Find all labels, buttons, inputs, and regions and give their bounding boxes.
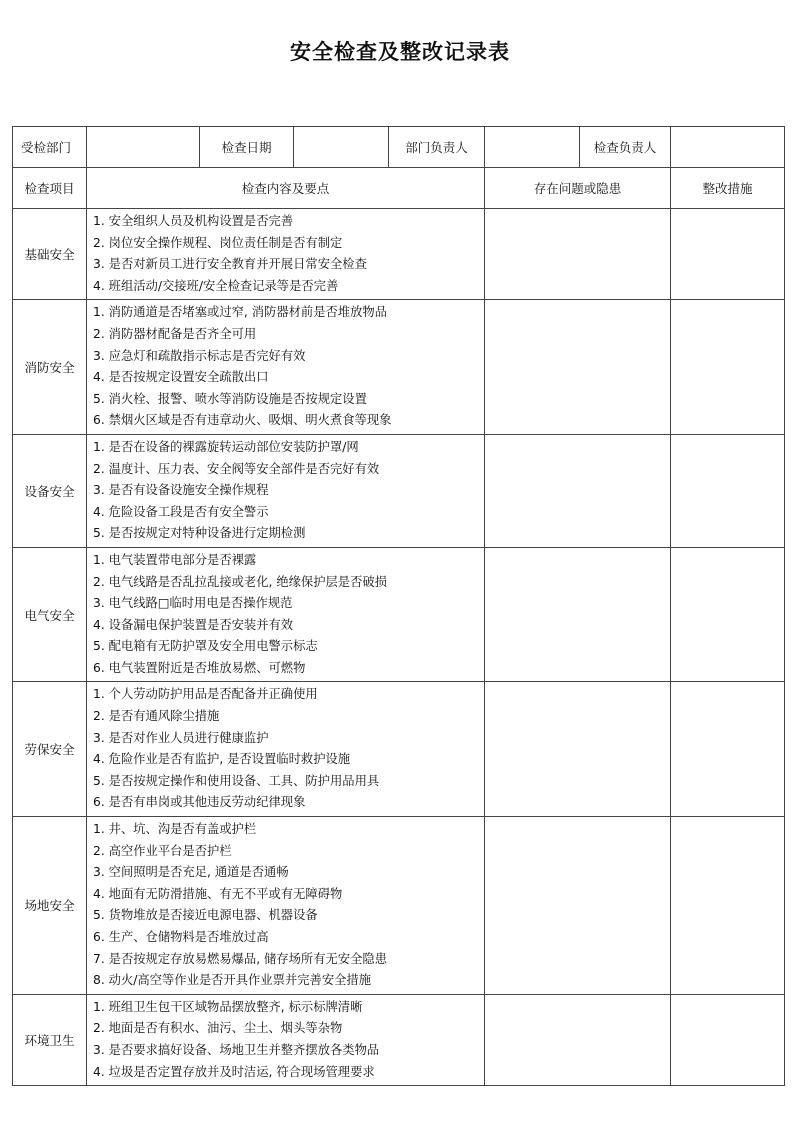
section-row: [13, 817, 785, 995]
measures-cell[interactable]: [671, 994, 785, 1085]
section-items: [87, 547, 485, 682]
check-item: 7. 是否按规定存放易燃易爆品, 储存场所有无安全隐患: [93, 951, 387, 966]
check-item: 4. 危险作业是否有监护, 是否设置临时救护设施: [93, 752, 351, 767]
check-item: 6. 电气装置附近是否堆放易燃、可燃物: [93, 660, 306, 675]
section-category: 劳保安全: [13, 682, 87, 817]
col-header-problems: 存在问题或隐患: [485, 168, 671, 209]
check-item: 3. 是否有设备设施安全操作规程: [93, 483, 269, 498]
check-item: 3. 空间照明是否充足, 通道是否通畅: [93, 865, 289, 880]
check-item: 3. 是否要求搞好设备、场地卫生并整齐摆放各类物品: [93, 1042, 380, 1057]
header-row: [13, 127, 785, 168]
check-item: 6. 生产、仓储物料是否堆放过高: [93, 930, 269, 944]
check-item: 5. 是否按规定操作和使用设备、工具、防护用品用具: [93, 773, 380, 788]
measures-cell[interactable]: [671, 209, 785, 300]
check-item: 3. 电气线路□临时用电是否操作规范: [93, 596, 293, 611]
measures-cell[interactable]: [671, 817, 785, 995]
col-header-content: 检查内容及要点: [87, 168, 485, 209]
check-item: 3. 是否对作业人员进行健康监护: [93, 730, 269, 745]
section-row: [13, 994, 785, 1085]
sections-body: [13, 209, 785, 1086]
section-row: [13, 300, 785, 435]
check-item: 2. 温度计、压力表、安全阀等安全部件是否完好有效: [93, 461, 380, 476]
check-item: 4. 危险设备工段是否有安全警示: [93, 504, 269, 519]
problems-cell[interactable]: [485, 300, 671, 435]
dept-label: 受检部门: [13, 127, 87, 168]
inspector-label: 检查负责人: [580, 127, 671, 168]
section-category: 设备安全: [13, 434, 87, 547]
col-header-item: 检查项目: [13, 168, 87, 209]
check-item: 4. 设备漏电保护装置是否安装并有效: [93, 617, 294, 632]
dept-head-label: 部门负责人: [389, 127, 485, 168]
problems-cell[interactable]: [485, 817, 671, 995]
check-item: 5. 货物堆放是否接近电源电器、机器设备: [93, 908, 318, 923]
check-item: 2. 消防器材配备是否齐全可用: [93, 326, 257, 341]
column-header-row: [13, 168, 785, 209]
date-label: 检查日期: [200, 127, 294, 168]
problems-cell[interactable]: [485, 994, 671, 1085]
check-item: 5. 配电箱有无防护罩及安全用电警示标志: [93, 639, 318, 654]
measures-cell[interactable]: [671, 547, 785, 682]
check-item: 4. 班组活动/交接班/安全检查记录等是否完善: [93, 278, 339, 293]
measures-cell[interactable]: [671, 682, 785, 817]
check-item: 2. 高空作业平台是否护栏: [93, 843, 232, 858]
problems-cell[interactable]: [485, 682, 671, 817]
section-category: 环境卫生: [13, 994, 87, 1085]
check-item: 2. 电气线路是否乱拉乱接或老化, 绝缘保护层是否破损: [93, 574, 387, 589]
measures-cell[interactable]: [671, 300, 785, 435]
problems-cell[interactable]: [485, 434, 671, 547]
check-item: 4. 垃圾是否定置存放并及时洁运, 符合现场管理要求: [93, 1064, 375, 1079]
col-header-measures: 整改措施: [671, 168, 785, 209]
check-item: 1. 个人劳动防护用品是否配备并正确使用: [93, 687, 318, 702]
check-item: 1. 是否在设备的裸露旋转运动部位安装防护罩/网: [93, 439, 359, 454]
check-item: 2. 岗位安全操作规程、岗位责任制是否有制定: [93, 235, 343, 250]
dept-head-field[interactable]: [485, 127, 580, 168]
section-items: [87, 434, 485, 547]
section-row: [13, 682, 785, 817]
check-item: 4. 地面有无防滑措施、有无不平或有无障碍物: [93, 886, 343, 901]
check-item: 1. 电气装置带电部分是否裸露: [93, 552, 257, 567]
form-title: 安全检查及整改记录表: [290, 40, 510, 64]
check-item: 5. 是否按规定对特种设备进行定期检测: [93, 526, 306, 541]
check-item: 1. 安全组织人员及机构设置是否完善: [93, 214, 294, 228]
section-row: [13, 434, 785, 547]
check-item: 5. 消火栓、报警、喷水等消防设施是否按规定设置: [93, 391, 367, 406]
measures-cell[interactable]: [671, 434, 785, 547]
problems-cell[interactable]: [485, 209, 671, 300]
section-items: [87, 994, 485, 1085]
section-category: 场地安全: [13, 817, 87, 995]
check-item: 4. 是否按规定设置安全疏散出口: [93, 370, 269, 385]
inspection-form-table: [12, 126, 785, 1086]
check-item: 1. 消防通道是否堵塞或过窄, 消防器材前是否堆放物品: [93, 305, 387, 320]
check-item: 2. 是否有通风除尘措施: [93, 709, 220, 724]
section-row: [13, 547, 785, 682]
section-items: [87, 817, 485, 995]
check-item: 3. 是否对新员工进行安全教育并开展日常安全检查: [93, 257, 367, 272]
check-item: 2. 地面是否有积水、油污、尘土、烟头等杂物: [93, 1021, 343, 1036]
section-items: [87, 300, 485, 435]
dept-field[interactable]: [87, 127, 200, 168]
check-item: 8. 动火/高空等作业是否开具作业票并完善安全措施: [93, 973, 372, 988]
section-items: [87, 209, 485, 300]
inspector-field[interactable]: [671, 127, 785, 168]
check-item: 3. 应急灯和疏散指示标志是否完好有效: [93, 348, 306, 363]
date-field[interactable]: [294, 127, 389, 168]
check-item: 1. 井、坑、沟是否有盖或护栏: [93, 822, 257, 837]
problems-cell[interactable]: [485, 547, 671, 682]
section-category: 电气安全: [13, 547, 87, 682]
check-item: 6. 是否有串岗或其他违反劳动纪律现象: [93, 795, 306, 810]
section-category: 消防安全: [13, 300, 87, 435]
section-row: [13, 209, 785, 300]
section-items: [87, 682, 485, 817]
section-category: 基础安全: [13, 209, 87, 300]
check-item: 6. 禁烟火区域是否有违章动火、吸烟、明火煮食等现象: [93, 413, 392, 428]
check-item: 1. 班组卫生包干区域物品摆放整齐, 标示标牌清晰: [93, 999, 363, 1014]
